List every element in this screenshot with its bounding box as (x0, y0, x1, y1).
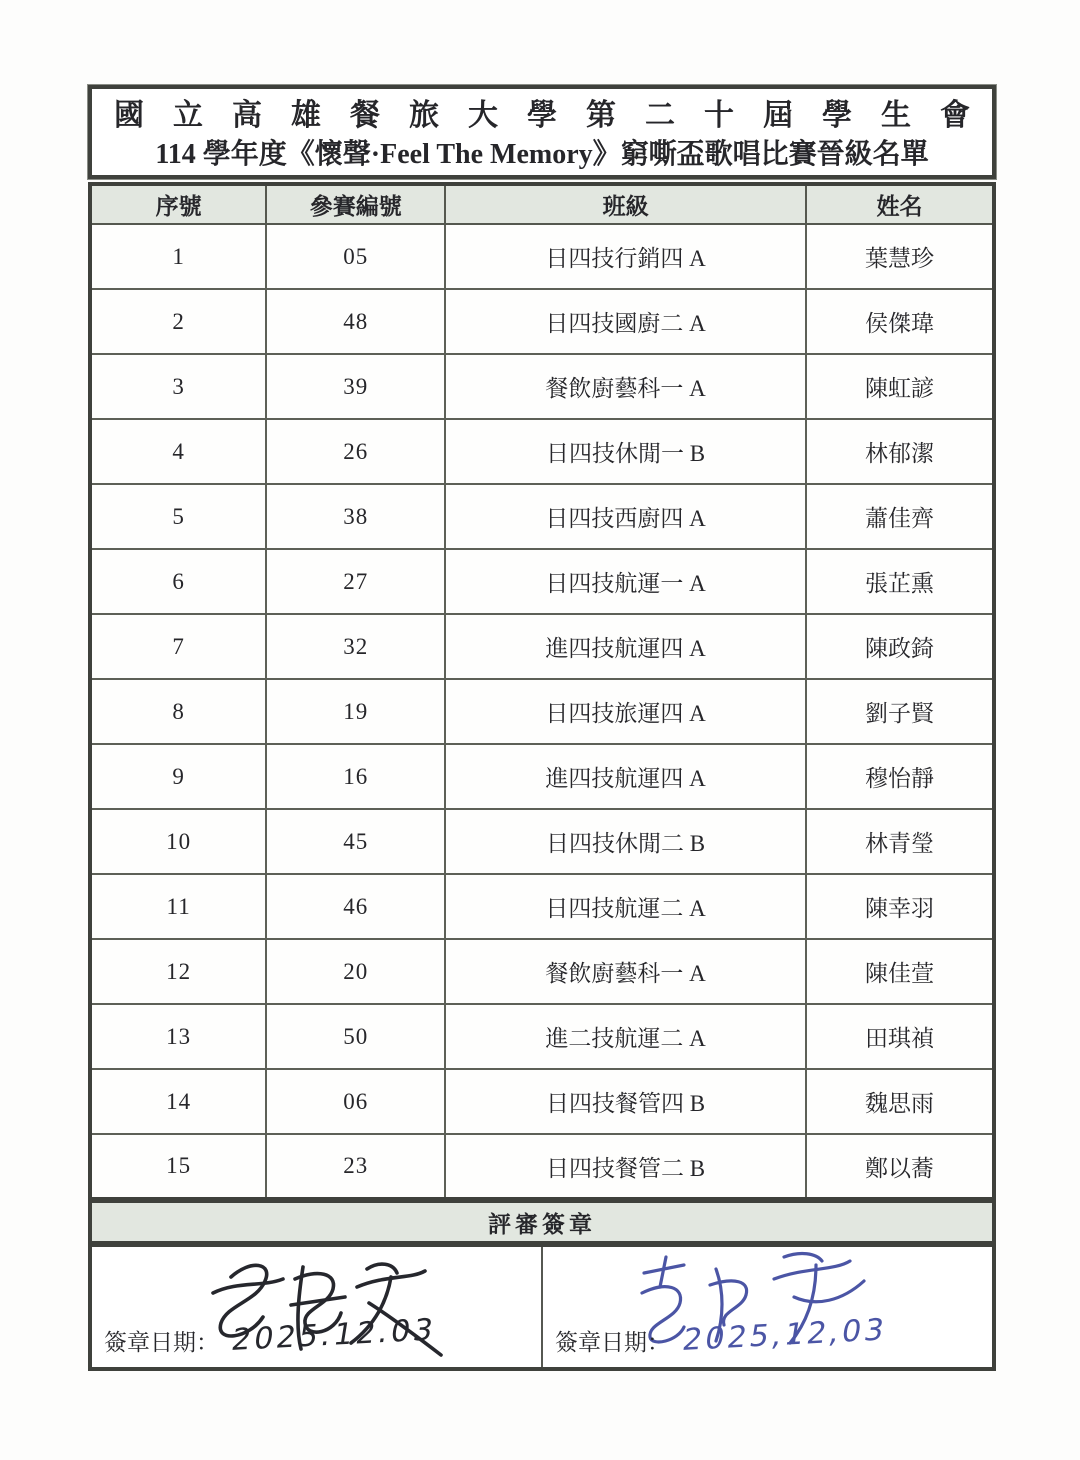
seq-cell: 4 (90, 419, 266, 484)
entry-cell: 48 (266, 289, 445, 354)
entry-cell: 19 (266, 679, 445, 744)
col-header-name: 姓名 (806, 184, 994, 224)
name-cell: 魏思雨 (806, 1069, 994, 1134)
class-cell: 日四技航運二 A (445, 874, 806, 939)
table-row (90, 484, 994, 549)
signature-date-label: 簽章日期： (104, 1330, 219, 1355)
name-cell: 張芷熏 (806, 549, 994, 614)
table-row (90, 289, 994, 354)
entry-cell: 16 (266, 744, 445, 809)
name-cell: 陳虹諺 (806, 354, 994, 419)
table-row (90, 354, 994, 419)
entry-cell: 45 (266, 809, 445, 874)
table-row (90, 809, 994, 874)
name-cell: 陳政錡 (806, 614, 994, 679)
name-cell: 田琪禎 (806, 1004, 994, 1069)
seq-cell: 3 (90, 354, 266, 419)
table-row (90, 1069, 994, 1134)
class-cell: 餐飲廚藝科一 A (445, 354, 806, 419)
table-row (90, 1004, 994, 1069)
judge-signature-header: 評審簽章 (88, 1201, 996, 1245)
name-cell: 侯傑瑋 (806, 289, 994, 354)
seq-cell: 1 (90, 224, 266, 289)
document-sheet (88, 85, 996, 1371)
name-cell: 林青瑩 (806, 809, 994, 874)
roster-table (88, 182, 996, 1201)
table-row (90, 679, 994, 744)
name-cell: 蕭佳齊 (806, 484, 994, 549)
table-row (90, 549, 994, 614)
name-cell: 陳佳萱 (806, 939, 994, 1004)
class-cell: 日四技西廚四 A (445, 484, 806, 549)
entry-cell: 23 (266, 1134, 445, 1199)
name-cell: 穆怡靜 (806, 744, 994, 809)
name-cell: 劉子賢 (806, 679, 994, 744)
class-cell: 餐飲廚藝科一 A (445, 939, 806, 1004)
judge-signature-cell-left (92, 1247, 543, 1367)
class-cell: 日四技行銷四 A (445, 224, 806, 289)
seq-cell: 7 (90, 614, 266, 679)
class-cell: 進二技航運二 A (445, 1004, 806, 1069)
seq-cell: 12 (90, 939, 266, 1004)
class-cell: 日四技餐管四 B (445, 1069, 806, 1134)
entry-cell: 20 (266, 939, 445, 1004)
entry-cell: 50 (266, 1004, 445, 1069)
table-row (90, 1134, 994, 1199)
seq-cell: 2 (90, 289, 266, 354)
name-cell: 陳幸羽 (806, 874, 994, 939)
signature-date-handwritten-right: 2025,12,03 (680, 1312, 890, 1358)
signature-section (88, 1245, 996, 1371)
class-cell: 進四技航運四 A (445, 614, 806, 679)
signature-date-label: 簽章日期： (555, 1330, 670, 1355)
seq-cell: 10 (90, 809, 266, 874)
seq-cell: 13 (90, 1004, 266, 1069)
table-row (90, 614, 994, 679)
class-cell: 日四技旅運四 A (445, 679, 806, 744)
entry-cell: 46 (266, 874, 445, 939)
class-cell: 日四技餐管二 B (445, 1134, 806, 1199)
entry-cell: 38 (266, 484, 445, 549)
seq-cell: 15 (90, 1134, 266, 1199)
judge-signature-cell-right (543, 1247, 992, 1367)
table-header-row (90, 184, 994, 224)
seq-cell: 8 (90, 679, 266, 744)
event-title: 114 學年度《懷聲·Feel The Memory》窮嘶盃歌唱比賽晉級名單 (155, 139, 929, 170)
entry-cell: 05 (266, 224, 445, 289)
table-row (90, 224, 994, 289)
seq-cell: 6 (90, 549, 266, 614)
col-header-seq: 序號 (90, 184, 266, 224)
table-row (90, 419, 994, 484)
class-cell: 進四技航運四 A (445, 744, 806, 809)
seq-cell: 11 (90, 874, 266, 939)
seq-cell: 5 (90, 484, 266, 549)
document-title-box (88, 85, 996, 179)
name-cell: 鄭以蕎 (806, 1134, 994, 1199)
name-cell: 林郁潔 (806, 419, 994, 484)
class-cell: 日四技航運一 A (445, 549, 806, 614)
col-header-class: 班級 (445, 184, 806, 224)
org-title: 國 立 高 雄 餐 旅 大 學 第 二 十 屆 學 生 會 (114, 99, 970, 132)
col-header-entry: 參賽編號 (266, 184, 445, 224)
entry-cell: 27 (266, 549, 445, 614)
entry-cell: 32 (266, 614, 445, 679)
class-cell: 日四技休閒二 B (445, 809, 806, 874)
table-row (90, 939, 994, 1004)
entry-cell: 39 (266, 354, 445, 419)
table-row (90, 874, 994, 939)
signature-date-handwritten-left: 2025.12.03 (229, 1312, 439, 1358)
seq-cell: 14 (90, 1069, 266, 1134)
name-cell: 葉慧珍 (806, 224, 994, 289)
entry-cell: 26 (266, 419, 445, 484)
class-cell: 日四技國廚二 A (445, 289, 806, 354)
table-row (90, 744, 994, 809)
seq-cell: 9 (90, 744, 266, 809)
entry-cell: 06 (266, 1069, 445, 1134)
class-cell: 日四技休閒一 B (445, 419, 806, 484)
